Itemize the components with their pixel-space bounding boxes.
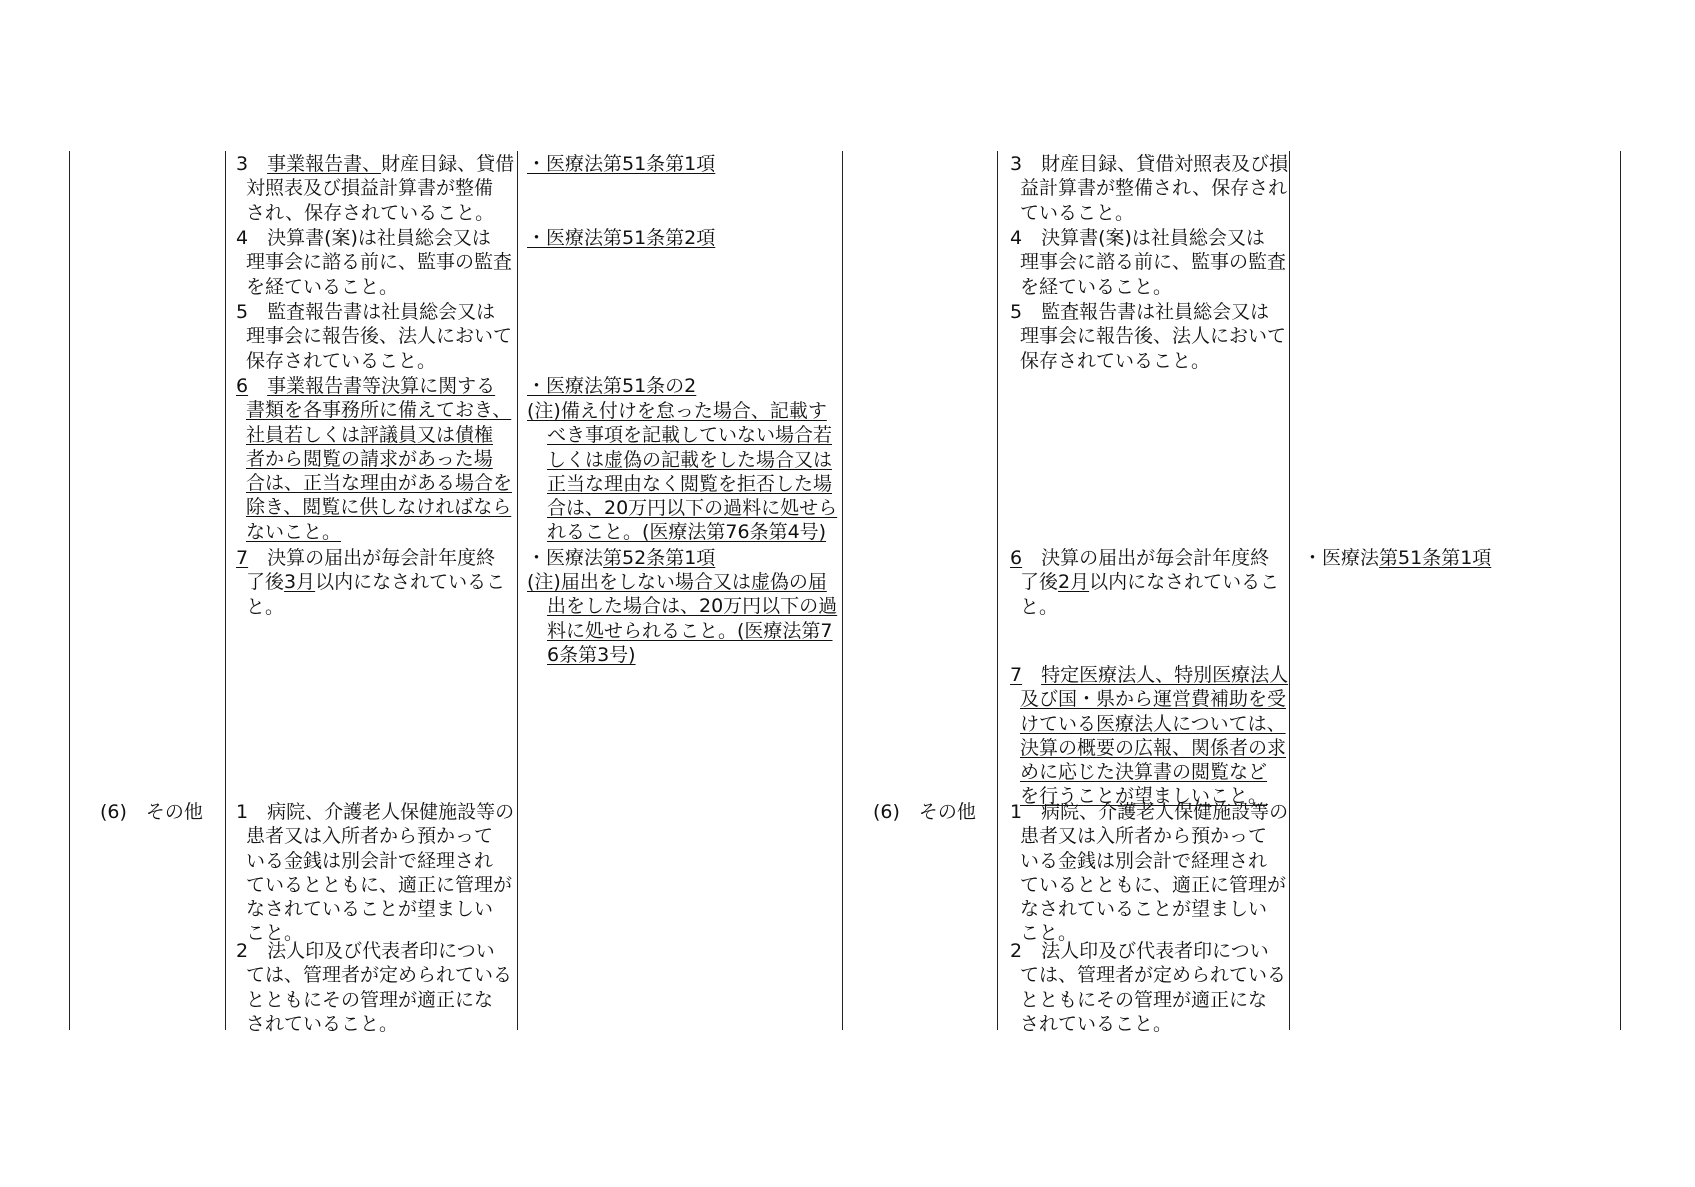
text-block-r-item7: [1010, 663, 1288, 809]
text-line: [236, 897, 514, 921]
text-line: [527, 472, 837, 496]
text-block-r-item5: [1010, 300, 1286, 373]
text-line: [527, 423, 837, 447]
text-block-l-item4: [236, 226, 512, 299]
text-line: [1010, 873, 1288, 897]
text-line: [1010, 201, 1288, 225]
text-line: [1010, 849, 1288, 873]
text-line: [527, 594, 837, 618]
text-block-l-ref2: [527, 226, 715, 250]
underlined-text: 3月: [284, 571, 316, 594]
text-line: [527, 520, 837, 544]
text-segment: され、保存されていること。: [246, 201, 495, 224]
text-segment: [1022, 664, 1041, 686]
text-block-r-item6: [1010, 546, 1279, 619]
text-segment: 以内になされているこ: [1089, 571, 1280, 594]
text-block-l-item5: [236, 300, 512, 373]
text-segment: ては、管理者が定められている: [1020, 964, 1287, 987]
text-segment: ていること。: [1020, 201, 1135, 224]
table-border: [842, 151, 843, 1030]
text-line: [1010, 176, 1288, 200]
text-line: [236, 988, 512, 1012]
text-line: [1010, 800, 1288, 824]
text-block-l-ref1: [527, 152, 715, 176]
text-line: [1010, 300, 1286, 324]
text-line: [527, 570, 837, 594]
text-segment: 理事会に報告後、法人において: [246, 325, 513, 348]
text-line: [1010, 712, 1288, 736]
text-line: [236, 824, 514, 848]
text-segment: ・医療法: [1303, 547, 1380, 569]
underlined-text: 決算の概要の広報、関係者の求: [1020, 736, 1287, 759]
text-line: [236, 324, 512, 348]
text-block-l-item3: [236, 152, 514, 225]
underlined-text: 及び国・県から運営費補助を受: [1020, 688, 1287, 711]
text-segment: なされていることが望ましい: [1020, 898, 1268, 921]
text-line: [236, 398, 512, 422]
text-line: [236, 520, 512, 544]
underlined-text: ・医療法第51条第2項: [527, 227, 716, 249]
underlined-text: めに応じた決算書の閲覧など: [1020, 761, 1268, 784]
text-line: [1010, 760, 1288, 784]
text-block-l-item7: [236, 546, 505, 619]
text-line: [100, 800, 203, 824]
text-segment: とともにその管理が適正にな: [246, 988, 494, 1011]
underlined-text: 事業報告書等決算に関する: [267, 375, 496, 397]
text-segment: と。: [1020, 595, 1059, 618]
text-line: [527, 399, 837, 423]
text-line: [527, 374, 696, 398]
text-segment: 対照表及び損益計算書が整備: [246, 177, 494, 200]
text-line: [236, 963, 512, 987]
text-line: [1010, 595, 1279, 619]
text-line: [236, 176, 514, 200]
text-segment: とともにその管理が適正にな: [1020, 988, 1268, 1011]
text-segment: 1 病院、介護老人保健施設等の: [236, 801, 515, 823]
text-segment: 4 決算書(案)は社員総会又は: [1010, 227, 1265, 249]
text-segment: いる金銭は別会計で経理され: [1020, 849, 1268, 872]
table-border: [997, 151, 998, 1030]
underlined-text: しくは虚偽の記載をした場合又は: [547, 448, 833, 471]
text-segment: (6) その他: [100, 801, 203, 823]
text-line: [236, 423, 512, 447]
underlined-text: (注)届出をしない場合又は虚偽の届: [527, 571, 827, 593]
text-block-l-note1: [527, 399, 837, 545]
underlined-text: ・医療法第51条の2: [527, 375, 697, 397]
text-segment: いる金銭は別会計で経理され: [246, 849, 494, 872]
text-segment: 理事会に報告後、法人において: [1020, 325, 1287, 348]
text-segment: 5 監査報告書は社員総会又は: [1010, 301, 1270, 323]
text-line: [236, 201, 514, 225]
underlined-text: 出をした場合は、20万円以下の過: [547, 595, 838, 618]
text-block-l-ref3: [527, 374, 696, 398]
text-segment: 保存されていること。: [246, 349, 437, 372]
text-line: [236, 873, 514, 897]
text-segment: されていること。: [1020, 1012, 1173, 1035]
text-segment: ・医療法: [527, 547, 604, 569]
text-segment: 理事会に諮る前に、監事の監査: [246, 251, 513, 274]
underlined-text: 者から閲覧の請求があった場: [246, 447, 493, 470]
underlined-text: 特定医療法人、特別医療法人: [1041, 664, 1289, 686]
underlined-text: 合は、20万円以下の過料に処せら: [547, 497, 838, 520]
text-line: [236, 447, 512, 471]
text-line: [1010, 226, 1286, 250]
text-line: [527, 546, 715, 570]
text-segment: 5 監査報告書は社員総会又は: [236, 301, 496, 323]
text-block-l-ref4: [527, 546, 715, 570]
text-segment: 患者又は入所者から預かって: [246, 825, 494, 848]
text-segment: 決算の届出が毎会計年度終: [248, 547, 496, 569]
text-segment: 2 法人印及び代表者印につい: [1010, 940, 1269, 962]
text-segment: なされていることが望ましい: [246, 898, 494, 921]
text-line: [1010, 275, 1286, 299]
table-border: [1289, 151, 1290, 1030]
text-segment: 決算の届出が毎会計年度終: [1022, 547, 1270, 569]
text-line: [1010, 939, 1286, 963]
text-line: [1010, 570, 1279, 594]
underlined-text: れること。(医療法第76条第4号): [547, 521, 827, 544]
text-segment: 3: [236, 153, 268, 175]
underlined-text: 7: [1010, 664, 1023, 686]
text-block-r-other2: [1010, 939, 1286, 1036]
text-segment: 保存されていること。: [1020, 349, 1211, 372]
text-line: [1010, 736, 1288, 760]
text-segment: 以内になされているこ: [315, 571, 506, 594]
text-block-r-section: [873, 800, 976, 824]
underlined-text: 合は、正当な理由がある場合を: [246, 472, 513, 495]
text-segment: 財産目録、貸借: [381, 153, 515, 175]
text-block-r-ref1: [1303, 546, 1491, 570]
text-segment: [248, 375, 267, 397]
text-block-l-section: [100, 800, 203, 824]
text-segment: 益計算書が整備され、保存され: [1020, 177, 1288, 200]
text-line: [527, 619, 837, 643]
text-line: [236, 546, 505, 570]
text-segment: こと。: [246, 922, 304, 945]
text-line: [527, 152, 715, 176]
text-line: [527, 448, 837, 472]
underlined-text: 6: [236, 375, 249, 397]
text-segment: こと。: [1020, 922, 1078, 945]
text-segment: を経ていること。: [1020, 275, 1173, 298]
underlined-text: 正当な理由なく閲覧を拒否した場: [547, 472, 833, 495]
text-line: [527, 496, 837, 520]
underlined-text: ないこと。: [246, 520, 342, 543]
text-line: [236, 1012, 512, 1036]
underlined-text: 2月: [1058, 571, 1090, 594]
text-segment: ているとともに、適正に管理が: [1020, 873, 1287, 896]
text-segment: と。: [246, 595, 285, 618]
text-line: [236, 349, 512, 373]
text-segment: 了後: [1020, 571, 1059, 594]
text-block-l-note2: [527, 570, 837, 667]
text-line: [527, 226, 715, 250]
text-line: [236, 374, 512, 398]
underlined-text: 社員若しくは評議員又は債権: [246, 423, 494, 446]
table-border: [225, 151, 226, 1030]
text-block-r-item3: [1010, 152, 1288, 225]
text-line: [236, 152, 514, 176]
text-line: [1010, 663, 1288, 687]
text-line: [236, 275, 512, 299]
table-border: [517, 151, 518, 1030]
text-line: [1010, 687, 1288, 711]
text-segment: 了後: [246, 571, 285, 594]
text-line: [236, 471, 512, 495]
text-line: [236, 595, 505, 619]
underlined-text: を行うことが望ましいこと。: [1020, 785, 1268, 808]
underlined-text: 7: [236, 547, 249, 569]
table-border: [1620, 151, 1621, 1030]
text-segment: を経ていること。: [246, 275, 399, 298]
underlined-text: (注)備え付けを怠った場合、記載す: [527, 400, 827, 422]
text-line: [236, 300, 512, 324]
underlined-text: 第52条第1項: [603, 547, 716, 569]
table-border: [69, 151, 70, 1030]
text-line: [1010, 546, 1279, 570]
text-block-l-other1: [236, 800, 514, 946]
text-line: [236, 939, 512, 963]
underlined-text: 6: [1010, 547, 1023, 569]
text-block-l-other2: [236, 939, 512, 1036]
underlined-text: 料に処せられること。(医療法第7: [547, 619, 833, 642]
text-line: [527, 643, 837, 667]
text-line: [1010, 152, 1288, 176]
underlined-text: けている医療法人については、: [1020, 712, 1286, 735]
text-line: [873, 800, 976, 824]
text-segment: 患者又は入所者から預かって: [1020, 825, 1268, 848]
text-line: [236, 495, 512, 519]
text-segment: 1 病院、介護老人保健施設等の: [1010, 801, 1289, 823]
text-segment: 2 法人印及び代表者印につい: [236, 940, 495, 962]
text-line: [1010, 1012, 1286, 1036]
text-line: [1010, 963, 1286, 987]
text-line: [1010, 324, 1286, 348]
text-segment: 3 財産目録、貸借対照表及び損: [1010, 153, 1289, 175]
text-line: [236, 226, 512, 250]
underlined-text: 書類を各事務所に備えておき、: [246, 399, 512, 422]
text-line: [236, 570, 505, 594]
underlined-text: べき事項を記載していない場合若: [547, 424, 833, 447]
text-line: [1303, 546, 1491, 570]
text-line: [1010, 250, 1286, 274]
text-line: [236, 849, 514, 873]
text-line: [1010, 897, 1288, 921]
text-line: [236, 800, 514, 824]
text-segment: (6) その他: [873, 801, 976, 823]
text-line: [1010, 349, 1286, 373]
underlined-text: 除き、閲覧に供しなければなら: [246, 496, 512, 519]
underlined-text: ・医療法第51条第1項: [527, 153, 716, 175]
underlined-text: 事業報告書、: [267, 153, 382, 175]
text-line: [1010, 824, 1288, 848]
text-block-r-item4: [1010, 226, 1286, 299]
text-segment: されていること。: [246, 1012, 399, 1035]
text-line: [236, 250, 512, 274]
text-segment: ているとともに、適正に管理が: [246, 873, 513, 896]
underlined-text: 6条第3号): [547, 643, 636, 666]
text-segment: 4 決算書(案)は社員総会又は: [236, 227, 491, 249]
underlined-text: 第51条第1項: [1379, 547, 1492, 569]
text-block-l-item6: [236, 374, 512, 544]
text-block-r-other1: [1010, 800, 1288, 946]
text-segment: 理事会に諮る前に、監事の監査: [1020, 251, 1287, 274]
text-line: [1010, 988, 1286, 1012]
text-segment: ては、管理者が定められている: [246, 964, 513, 987]
